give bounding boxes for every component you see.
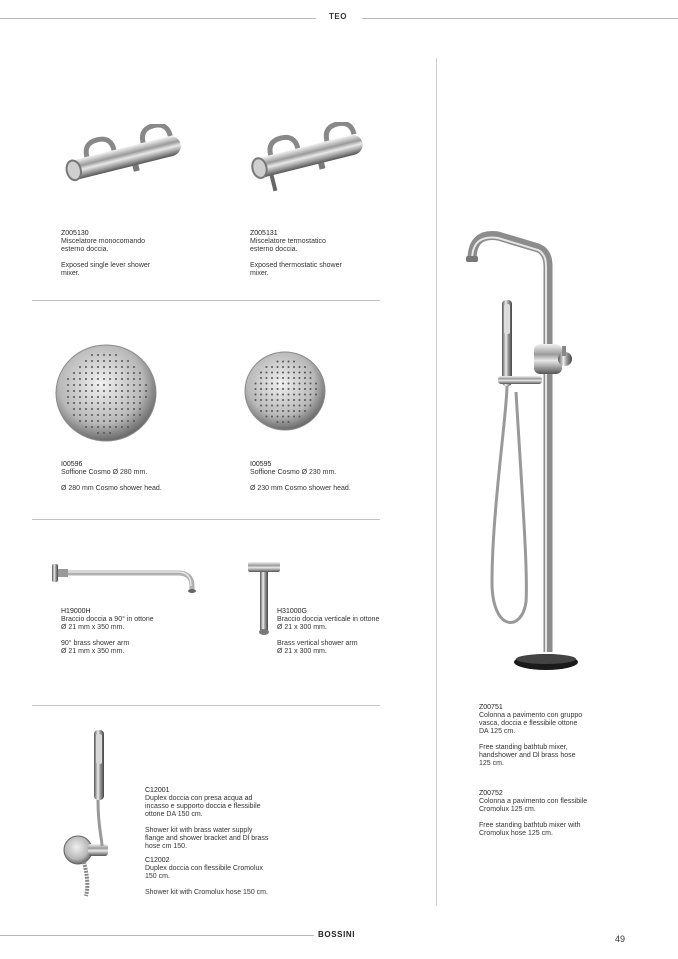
freestanding-bathtub-mixer-image — [462, 222, 582, 674]
product-h31000g — [277, 608, 427, 656]
product-code: C12001 — [145, 787, 170, 794]
product-z00752 — [479, 790, 639, 838]
header-rule-right — [362, 18, 678, 19]
column-divider — [436, 58, 437, 906]
product-desc-it: Braccio doccia a 90° in ottone Ø 21 mm x 350 mm. — [61, 616, 154, 631]
product-desc-en: Shower kit with Cromolux hose 150 cm. — [145, 889, 268, 896]
product-desc-en: Exposed thermostatic shower mixer. — [250, 262, 342, 277]
product-z005130 — [61, 230, 211, 278]
brand-logo: BOSSINI — [318, 930, 356, 939]
single-lever-mixer-image — [58, 124, 188, 190]
product-h19000h — [61, 608, 221, 656]
product-i00595 — [250, 461, 400, 493]
product-desc-en: Free standing bathtub mixer, handshower and Dl brass hose 125 cm. — [479, 744, 576, 767]
product-desc-en: Exposed single lever shower mixer. — [61, 262, 151, 277]
product-code: I00596 — [61, 461, 83, 468]
product-code: C12002 — [145, 857, 170, 864]
product-desc-en: 90° brass shower arm Ø 21 mm x 350 mm. — [61, 640, 130, 655]
product-z005131 — [250, 230, 400, 278]
product-desc-en: Ø 280 mm Cosmo shower head. — [61, 485, 162, 492]
product-desc-it: Duplex doccia con flessibile Cromolux 150 cm. — [145, 865, 263, 880]
thermostatic-mixer-image — [246, 122, 370, 194]
product-desc-it: Colonna a pavimento con gruppo vasca, doccia e flessibile ottone DA 125 cm. — [479, 712, 583, 735]
section-divider — [32, 300, 380, 301]
product-desc-it: Miscelatore termostatico esterno doccia. — [250, 238, 326, 253]
section-divider — [32, 519, 380, 520]
product-desc-it: Soffione Cosmo Ø 230 mm. — [250, 469, 337, 476]
shower-kit-image — [58, 728, 122, 898]
product-desc-en: Ø 230 mm Cosmo shower head. — [250, 485, 351, 492]
product-desc-it: Soffione Cosmo Ø 280 mm. — [61, 469, 148, 476]
product-desc-it: Miscelatore monocomando esterno doccia. — [61, 238, 146, 253]
shower-head-230-image — [244, 351, 326, 431]
product-desc-en: Free standing bathtub mixer with Cromolux hose 125 cm. — [479, 822, 581, 837]
product-code: Z005131 — [250, 230, 278, 237]
page-number: 49 — [615, 934, 626, 944]
product-desc-it: Colonna a pavimento con flessibile Cromolux 125 cm. — [479, 798, 588, 813]
footer-rule — [0, 935, 314, 936]
product-code: I00595 — [250, 461, 272, 468]
product-z00751 — [479, 704, 639, 768]
product-desc-en: Brass vertical shower arm Ø 21 x 300 mm. — [277, 640, 358, 655]
product-c12001 — [145, 787, 305, 851]
header-rule-left — [0, 18, 316, 19]
product-i00596 — [61, 461, 211, 493]
shower-head-280-image — [55, 343, 157, 443]
product-code: Z00752 — [479, 790, 503, 797]
product-desc-en: Shower kit with brass water supply flange and shower bracket and Dl brass hose cm 150. — [145, 827, 269, 850]
product-code: Z00751 — [479, 704, 503, 711]
product-code: H19000H — [61, 608, 91, 615]
product-desc-it: Duplex doccia con presa acqua ad incasso e supporto doccia e flessibile ottone DA 150 cm. — [145, 795, 261, 818]
product-desc-it: Braccio doccia verticale in ottone Ø 21 x 300 mm. — [277, 616, 380, 631]
product-c12002 — [145, 857, 305, 897]
product-code: H31000G — [277, 608, 307, 615]
page-title: TEO — [329, 12, 347, 21]
product-code: Z005130 — [61, 230, 89, 237]
section-divider — [32, 705, 380, 706]
shower-arm-90-image — [50, 560, 200, 596]
